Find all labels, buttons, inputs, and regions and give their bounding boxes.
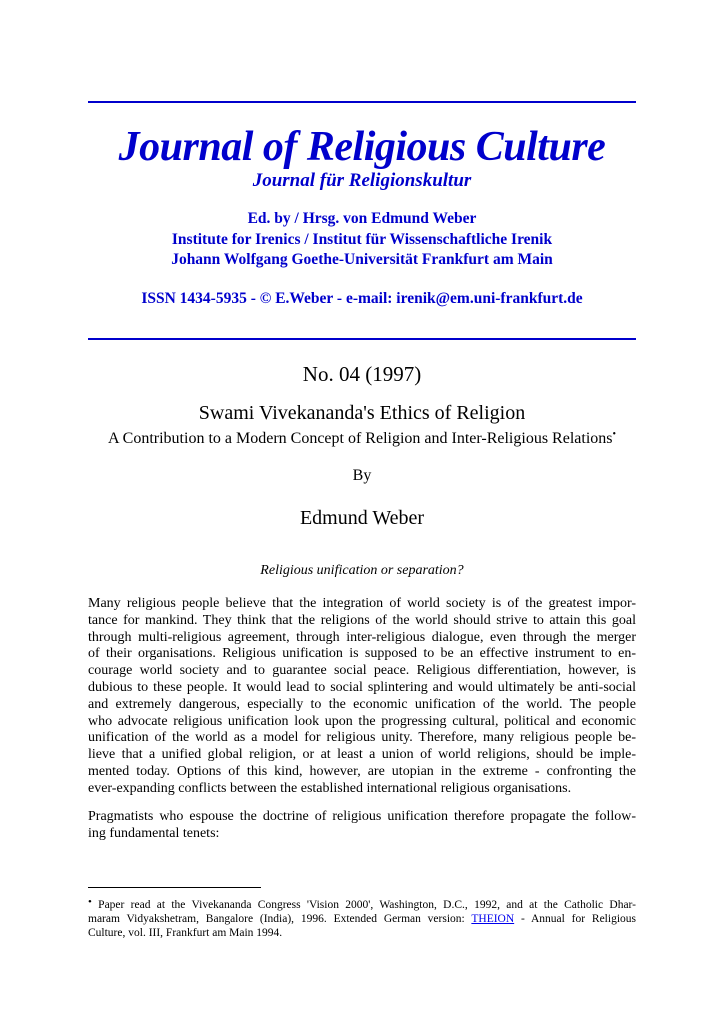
footnote-reference-marker: • xyxy=(612,429,616,440)
footnote-line xyxy=(88,912,636,926)
journal-title: Journal of Religious Culture xyxy=(118,124,606,170)
footnote-separator xyxy=(88,887,261,888)
section-heading: Religious unification or separation? xyxy=(260,563,464,578)
journal-subtitle: Journal für Religionskultur xyxy=(252,170,472,191)
footnote-text: Paper read at the Vivekananda Congress 'Vision 2000', Washington, D.C., 1992, and at the Catholic Dhar- xyxy=(91,899,636,911)
article-subtitle-text: A Contribution to a Modern Concept of Religion and Inter-Religious Relations xyxy=(107,430,613,447)
footnote-text: - Annual for Religious xyxy=(514,913,636,925)
footnote-line xyxy=(88,898,636,912)
paragraph-line: dubious to these people. It would lead to social splintering and would ultimately be anti-social xyxy=(88,679,636,695)
body-paragraph-1 xyxy=(88,596,636,798)
footnote-marker: • xyxy=(88,896,92,908)
paragraph-line: through multi-religious agreement, through inter-religious dialogue, even through the merger xyxy=(88,629,636,645)
article-subtitle xyxy=(0,429,724,449)
paragraph-line: and extremely dangerous, especially to the economic unification of the world. The people xyxy=(88,696,636,712)
theion-link[interactable]: THEION xyxy=(471,913,515,925)
university-line: Johann Wolfgang Goethe-Universität Frankfurt am Main xyxy=(171,251,553,268)
by-label: By xyxy=(352,467,372,484)
header-top-rule xyxy=(88,101,636,103)
header-bottom-rule xyxy=(88,338,636,340)
paragraph-line: mented today. Options of this kind, however, are utopian in the extreme - confronting the xyxy=(88,763,636,779)
paragraph-line: courage world society and to guarantee social peace. Religious differentiation, however, is xyxy=(88,663,636,679)
paragraph-line: ever-expanding conflicts between the established international religious organisations. xyxy=(88,780,572,796)
body-paragraph-2 xyxy=(88,809,636,843)
issue-number: No. 04 (1997) xyxy=(302,362,422,386)
paragraph-line: of their organisations. Religious unification is supposed to be an effective instrument to en- xyxy=(88,646,636,662)
paragraph-line: who advocate religious unification look upon the progressing cultural, political and economic xyxy=(88,713,636,729)
paragraph-line: Many religious people believe that the integration of world society is of the greatest impor- xyxy=(88,596,636,611)
institute-line: Institute for Irenics / Institut für Wissenschaftliche Irenik xyxy=(171,231,553,248)
paragraph-line: Pragmatists who espouse the doctrine of religious unification therefore propagate the follow- xyxy=(88,809,636,824)
paragraph-line: unification of the world as a model for religious unity. Therefore, many religious people be- xyxy=(88,730,636,746)
editor-line: Ed. by / Hrsg. von Edmund Weber xyxy=(247,210,477,227)
article-title: Swami Vivekananda's Ethics of Religion xyxy=(198,402,526,424)
author-name: Edmund Weber xyxy=(299,507,425,529)
footnote-line: Culture, vol. III, Frankfurt am Main 1994. xyxy=(88,927,283,939)
paragraph-line: ing fundamental tenets: xyxy=(88,825,220,841)
footnote xyxy=(88,898,636,940)
paragraph-line: lieve that a unified global religion, or at least a union of world religions, should be imple- xyxy=(88,747,636,763)
footnote-text: maram Vidyakshetram, Bangalore (India), 1996. Extended German version: xyxy=(88,913,472,925)
paragraph-line: tance for mankind. They think that the religions of the world should strive to attain this goal xyxy=(88,612,636,628)
issn-line: ISSN 1434-5935 - © E.Weber - e-mail: irenik@em.uni-frankfurt.de xyxy=(141,290,583,307)
